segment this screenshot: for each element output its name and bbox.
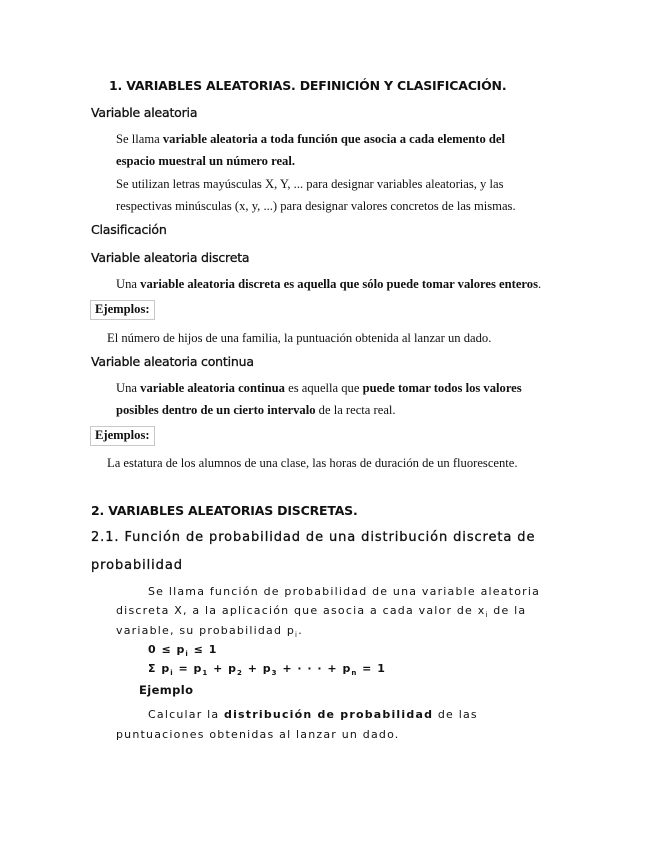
- ejemplo-line1: [148, 708, 478, 721]
- continua-ejemplos-text: La estatura de los alumnos de una clase, las horas de duración de un fluorescente.: [107, 456, 518, 470]
- def3-sub: i: [295, 631, 299, 640]
- discreta-ejemplos-text: El número de hijos de una familia, la puntuación obtenida al lanzar un dado.: [107, 331, 492, 345]
- variable-aleatoria-title: Variable aleatoria: [91, 105, 198, 120]
- f2-b: = p: [173, 662, 203, 675]
- continua-def-d: puede tomar todos los valores: [362, 381, 522, 395]
- continua-def-b: variable aleatoria continua: [140, 381, 285, 395]
- clasificacion-title: Clasificación: [91, 222, 167, 237]
- formula-bounds: [148, 643, 217, 658]
- ej-a: Calcular la: [148, 708, 225, 721]
- section1-heading: 1. VARIABLES ALEATORIAS. DEFINICIÓN Y CLASIFICACIÓN.: [109, 78, 507, 93]
- ejemplo-title: Ejemplo: [139, 683, 194, 697]
- def3-b: .: [298, 624, 303, 637]
- funcion-def-line1: Se llama función de probabilidad de una variable aleatoria: [148, 585, 541, 598]
- def-bold: variable aleatoria a toda función que asocia a cada elemento del: [162, 132, 505, 146]
- variable-aleatoria-def-line1: [116, 132, 505, 147]
- def2-a: discreta X, a la aplicación que asocia a cada valor de x: [116, 604, 486, 617]
- continua-def-a: Una: [116, 381, 141, 395]
- continua-def-f: de la recta real.: [315, 403, 396, 417]
- def2-sub: i: [485, 611, 489, 620]
- discreta-def-prefix: Una: [116, 277, 141, 291]
- discreta-def-bold: variable aleatoria discreta es aquella que sólo puede tomar valores enteros: [140, 277, 538, 291]
- variable-aleatoria-use-line2: respectivas minúsculas (x, y, ...) para designar valores concretos de las mismas.: [116, 199, 516, 213]
- subsection-2-1-title-line2: probabilidad: [91, 558, 183, 573]
- f1-a: 0 ≤ p: [148, 643, 186, 656]
- f2-d: + p: [242, 662, 272, 675]
- variable-aleatoria-use-line1: Se utilizan letras mayúsculas X, Y, ... para designar variables aleatorias, y las: [116, 177, 504, 191]
- f2-s1: i: [170, 669, 174, 678]
- ejemplo-line2: puntuaciones obtenidas al lanzar un dado.: [116, 728, 400, 741]
- ej-b: distribución de probabilidad: [224, 708, 434, 721]
- continua-title: Variable aleatoria continua: [91, 354, 254, 369]
- ej-c: de las: [433, 708, 478, 721]
- f1-b: ≤ 1: [188, 643, 218, 656]
- f2-c: + p: [208, 662, 237, 675]
- def2-b: de la: [488, 604, 527, 617]
- section2-heading: 2. VARIABLES ALEATORIAS DISCRETAS.: [91, 503, 358, 518]
- f2-s3: 2: [237, 669, 243, 678]
- f2-f: = 1: [357, 662, 386, 675]
- def3-a: variable, su probabilidad p: [116, 624, 296, 637]
- discreta-title: Variable aleatoria discreta: [91, 250, 250, 265]
- formula-sum: [148, 662, 386, 677]
- def-prefix: Se llama: [116, 132, 163, 146]
- variable-aleatoria-def-line2: espacio muestral un número real.: [116, 154, 295, 168]
- f2-e: + · · · + p: [277, 662, 352, 675]
- funcion-def-line2: [116, 604, 526, 619]
- f2-a: Σ p: [148, 662, 171, 675]
- f1-sub: i: [185, 650, 189, 659]
- continua-def-e: posibles dentro de un cierto intervalo: [116, 403, 316, 417]
- continua-ejemplos-label: Ejemplos:: [90, 426, 155, 446]
- continua-def-line2: [116, 403, 396, 418]
- funcion-def-line3: [116, 624, 303, 639]
- continua-def-line1: [116, 381, 522, 396]
- discreta-definition: [116, 277, 541, 292]
- continua-def-c: es aquella que: [284, 381, 363, 395]
- f2-s2: 1: [202, 669, 209, 678]
- subsection-2-1-title-line1: 2.1. Función de probabilidad de una distribución discreta de: [91, 530, 536, 545]
- discreta-ejemplos-label: Ejemplos:: [90, 300, 155, 320]
- f2-s4: 3: [271, 669, 278, 678]
- discreta-def-end: .: [537, 277, 542, 291]
- f2-s5: n: [351, 669, 358, 678]
